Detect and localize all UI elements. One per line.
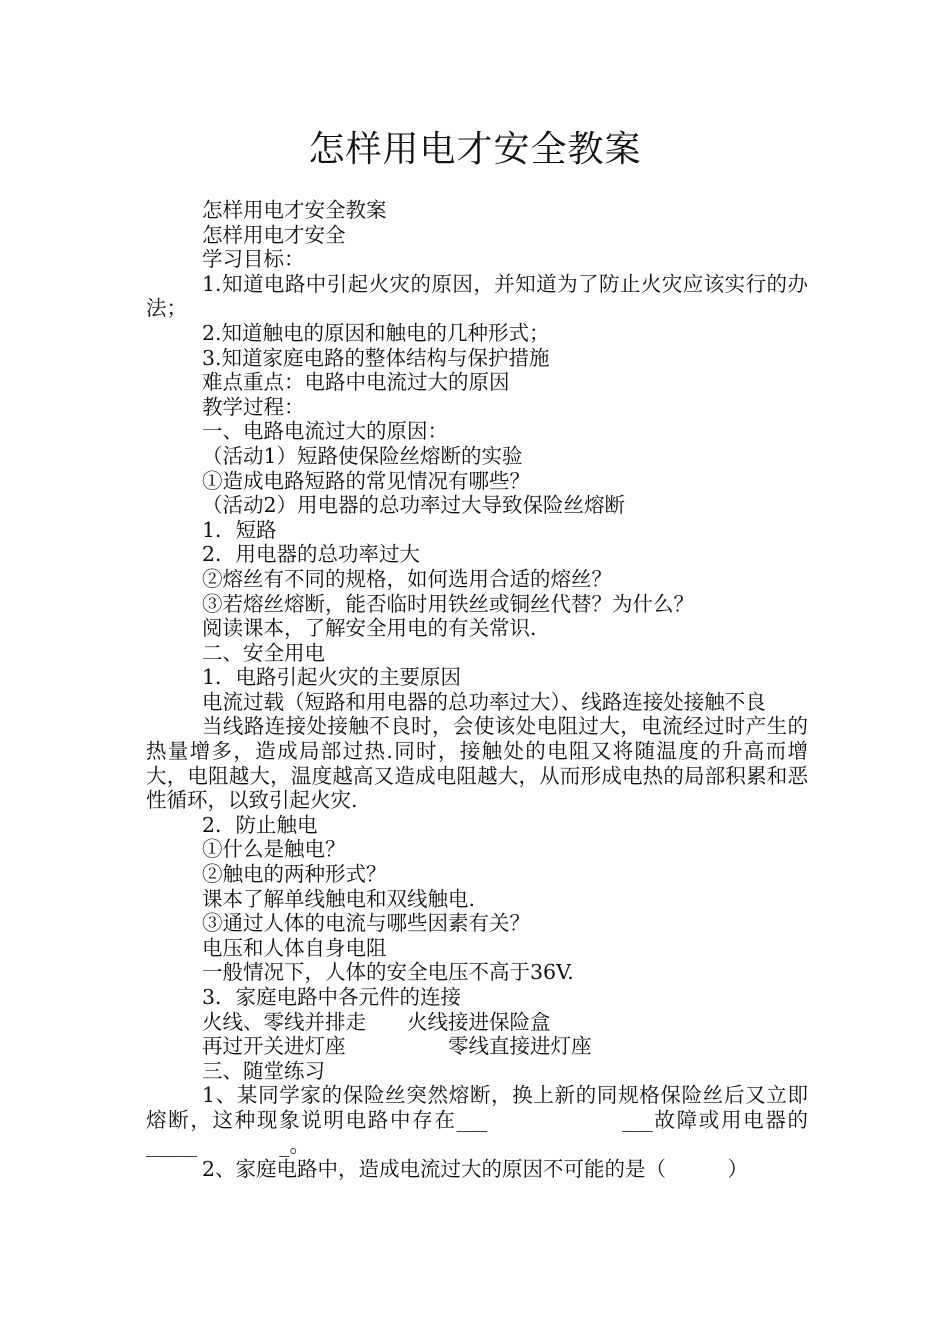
paragraph: （活动1）短路使保险丝熔断的实验: [202, 443, 523, 468]
paragraph: 教学过程：: [202, 394, 305, 419]
paragraph: ②熔丝有不同的规格，如何选用合适的熔丝？: [202, 566, 612, 591]
paragraph: 阅读课本，了解安全用电的有关常识.: [202, 616, 537, 641]
paragraph: 1．短路: [202, 517, 277, 542]
document-title: 怎样用电才安全教案: [308, 129, 642, 170]
paragraph: 二、安全用电: [202, 640, 325, 665]
paragraph: 一、电路电流过大的原因：: [202, 419, 448, 444]
paragraph: 3.知道家庭电路的整体结构与保护措施: [202, 345, 550, 370]
paragraph: ②触电的两种形式？: [202, 862, 387, 887]
paragraph: 电流过载（短路和用电器的总功率过大）、线路连接处接触不良: [202, 689, 766, 714]
document-body: [146, 198, 808, 1182]
paragraph: （活动2）用电器的总功率过大导致保险丝熔断: [202, 493, 626, 518]
paragraph: ①造成电路短路的常见情况有哪些？: [202, 468, 530, 493]
paragraph: 难点重点：电路中电流过大的原因: [202, 370, 510, 395]
paragraph: 火线、零线并排走 火线接进保险盒: [202, 1009, 551, 1034]
paragraph: 再过开关进灯座 零线直接进灯座: [202, 1034, 592, 1059]
paragraph: 怎样用电才安全教案: [202, 198, 387, 222]
paragraph: 2、家庭电路中，造成电流过大的原因不可能的是（ ）: [202, 1157, 749, 1182]
paragraph: 1、某同学家的保险丝突然熔断，换上新的同规格保险丝后又立即熔断，这种现象说明电路中存在___ ___故障或用电器的_____ _。: [146, 1083, 808, 1157]
paragraph: 怎样用电才安全: [202, 222, 346, 247]
paragraph: 1.知道电路中引起火灾的原因，并知道为了防止火灾应该实行的办法；: [146, 271, 808, 321]
paragraph: 课本了解单线触电和双线触电.: [202, 886, 476, 911]
paragraph: 2．用电器的总功率过大: [202, 542, 421, 567]
paragraph: 三、随堂练习: [202, 1058, 325, 1083]
paragraph: 一般情况下，人体的安全电压不高于36V.: [202, 960, 574, 985]
paragraph: 1．电路引起火灾的主要原因: [202, 665, 462, 690]
paragraph: 学习目标：: [202, 247, 305, 272]
paragraph: 2.知道触电的原因和触电的几种形式；: [202, 320, 550, 345]
paragraph: ③若熔丝熔断，能否临时用铁丝或铜丝代替？为什么？: [202, 591, 694, 616]
paragraph: ③通过人体的电流与哪些因素有关？: [202, 911, 530, 936]
paragraph: 电压和人体自身电阻: [202, 935, 387, 960]
paragraph: ①什么是触电？: [202, 837, 346, 862]
paragraph: 2．防止触电: [202, 812, 318, 837]
paragraph: 当线路连接处接触不良时，会使该处电阻过大，电流经过时产生的热量增多，造成局部过热.同时，接触处的电阻又将随温度的升高而增大，电阻越大，温度越高又造成电阻越大，从而形成电热的局部积累和恶性循环，以致引起火灾.: [146, 714, 808, 813]
paragraph: 3．家庭电路中各元件的连接: [202, 985, 462, 1009]
